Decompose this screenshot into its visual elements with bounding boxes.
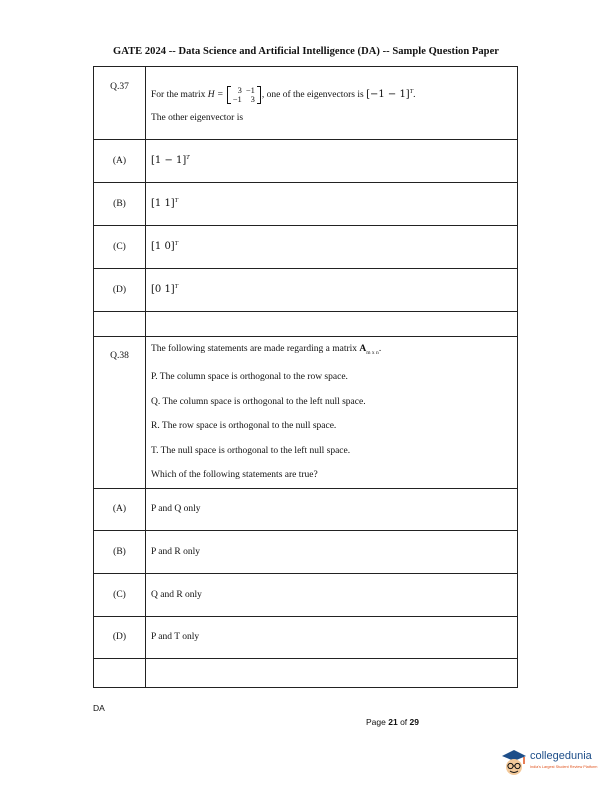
page-prefix: Page (366, 717, 386, 727)
q38-option-b-text: P and R only (146, 530, 518, 573)
q37-option-a-sup: T (186, 155, 190, 162)
q38-stem (146, 337, 518, 489)
spacer-row (94, 658, 518, 687)
q37-option-b-label: (B) (94, 183, 146, 226)
q37-option-d-sup: T (174, 284, 179, 291)
graduate-mascot-icon (500, 748, 528, 780)
q38-option-d-label: (D) (94, 616, 146, 658)
q37-number: Q.37 (110, 82, 129, 92)
q38-option-row (94, 573, 518, 616)
logo-tagline: India's Largest Student Review Platform (530, 765, 598, 769)
q38-option-a-label: (A) (94, 488, 146, 530)
q38-option-row (94, 530, 518, 573)
q38-statement-p: P. The column space is orthogonal to the row space. (151, 372, 348, 383)
q37-stem (146, 67, 518, 140)
q37-matrix-cell: −1 (232, 93, 242, 104)
q37-option-c-text: [1 0] (151, 241, 175, 253)
page-of: of (400, 717, 408, 727)
q38-option-a-text: P and Q only (146, 488, 518, 530)
q37-option-b-sup: T (174, 198, 179, 205)
q38-matrix-sub: m x n (366, 349, 379, 356)
footer-code: DA (93, 703, 105, 713)
q38-option-c-text: Q and R only (146, 573, 518, 616)
q38-statement-r: R. The row space is orthogonal to the null space. (151, 421, 337, 432)
q37-matrix (227, 86, 261, 104)
q37-stem-row (94, 67, 518, 140)
page-header-title: GATE 2024 -- Data Science and Artificial Intelligence (DA) -- Sample Question Paper (113, 46, 499, 57)
q37-option-d-label: (D) (94, 269, 146, 312)
q37-matrix-cell: −1 (245, 84, 255, 95)
spacer-row (94, 312, 518, 337)
q37-given-vector-sup: T (409, 88, 414, 95)
q37-matrix-cell: 3 (250, 93, 255, 104)
q37-stem-suffix: , one of the eigenvectors is (261, 89, 364, 100)
q38-option-b-label: (B) (94, 530, 146, 573)
collegedunia-logo (500, 746, 610, 786)
q37-option-row (94, 183, 518, 226)
question-table (93, 66, 518, 688)
q38-option-d-text: P and T only (146, 616, 518, 658)
q37-option-a-label: (A) (94, 140, 146, 183)
page-total: 29 (409, 717, 420, 727)
q38-intro: The following statements are made regarding a matrix (151, 344, 358, 354)
q37-option-c-sup: T (174, 241, 179, 248)
q37-matrix-name: H = (207, 89, 224, 100)
q38-statement-t: T. The null space is orthogonal to the left null space. (151, 445, 351, 456)
q37-option-row (94, 226, 518, 269)
q38-matrix-symbol: A (359, 344, 367, 354)
q37-matrix-cell: 3 (237, 84, 242, 95)
q37-option-row (94, 269, 518, 312)
q37-option-c-label: (C) (94, 226, 146, 269)
q37-option-a-text: [1 − 1] (151, 155, 187, 167)
q38-statement-q: Q. The column space is orthogonal to the left null space. (151, 396, 366, 407)
q37-option-b-text: [1 1] (151, 198, 175, 210)
q37-stem-end: . (413, 89, 416, 100)
q38-stem-row (94, 337, 518, 489)
q37-stem-line2: The other eigenvector is (151, 112, 244, 123)
q38-intro-end: . (378, 344, 382, 354)
q38-option-c-label: (C) (94, 573, 146, 616)
q38-option-row (94, 616, 518, 658)
logo-wordmark: collegedunia (530, 750, 592, 762)
q37-given-vector: [−1 − 1] (366, 88, 410, 100)
q37-option-d-text: [0 1] (151, 284, 175, 296)
footer-page-number (366, 717, 419, 727)
q38-number: Q.38 (110, 351, 129, 361)
q38-option-row (94, 488, 518, 530)
q38-question: Which of the following statements are true? (151, 470, 318, 481)
page-current: 21 (388, 717, 398, 727)
q37-stem-prefix: For the matrix (151, 89, 206, 100)
q37-option-row (94, 140, 518, 183)
